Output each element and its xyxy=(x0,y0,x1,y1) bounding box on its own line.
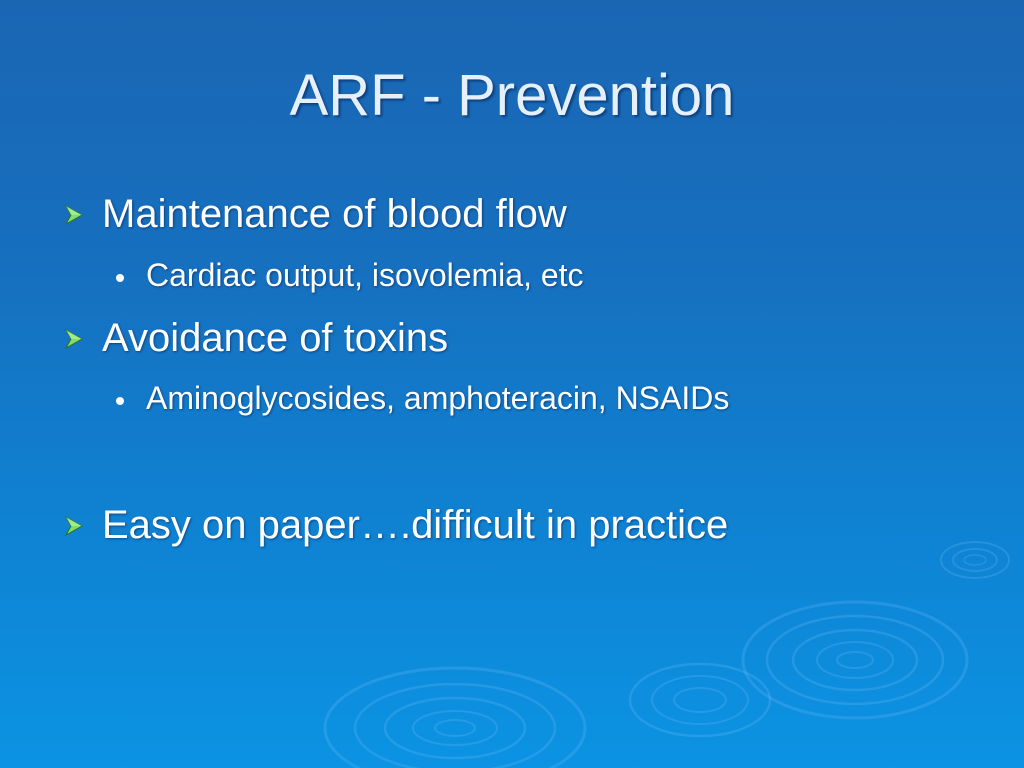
dot-icon xyxy=(116,274,124,282)
arrow-chevron-icon xyxy=(62,514,86,538)
sub-bullet-text: Cardiac output, isovolemia, etc xyxy=(146,257,584,293)
slide-title: ARF - Prevention xyxy=(289,63,735,128)
arrow-chevron-icon xyxy=(62,327,86,351)
bullet-text: Avoidance of toxins xyxy=(102,316,449,360)
bullet-text: Maintenance of blood flow xyxy=(102,192,567,236)
arrow-chevron-icon xyxy=(62,203,86,227)
bullet-text: Easy on paper….difficult in practice xyxy=(102,503,729,547)
dot-icon xyxy=(116,397,124,405)
sub-bullet-text: Aminoglycosides, amphoteracin, NSAIDs xyxy=(146,380,730,416)
